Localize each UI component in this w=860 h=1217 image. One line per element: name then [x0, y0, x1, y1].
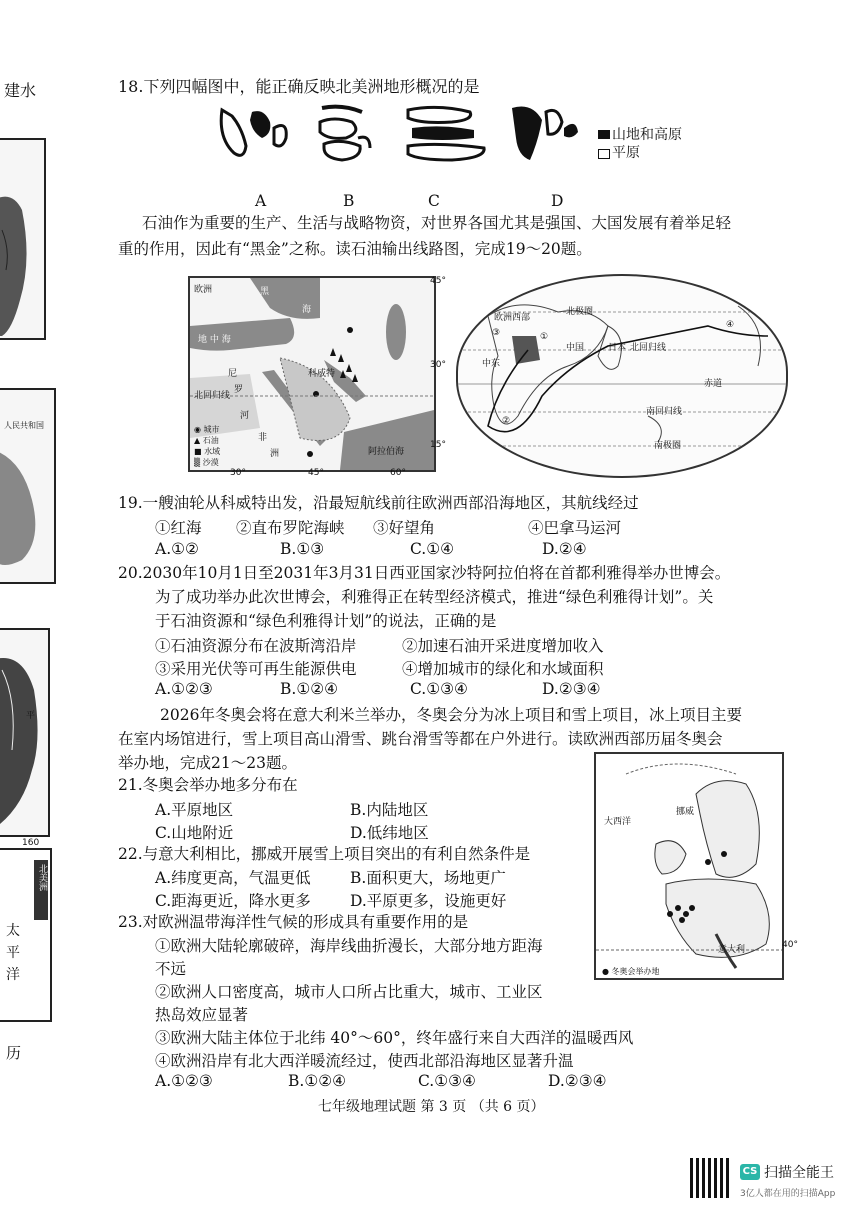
map1-label-africa: 洲: [270, 449, 280, 459]
q20-line1: 20.2030年10月1日至2031年3月31日西亚国家沙特阿拉伯将在首都利雅得举办世博会。: [118, 564, 731, 582]
q21-option-a: A.平原地区: [155, 801, 234, 819]
map1-legend-water: 水域: [204, 447, 221, 456]
q18-figure-d: [512, 107, 578, 161]
q18-figure-a: [221, 110, 286, 155]
q23-stem: 23.对欧洲温带海洋性气候的形成具有重要作用的是: [118, 913, 469, 931]
q18-stem: 18.下列四幅图中，能正确反映北美洲地形概况的是: [118, 77, 480, 96]
map1-label-kuwait: 科威特: [308, 369, 336, 379]
q23-item-2b: 热岛效应显著: [155, 1006, 249, 1024]
legend-mountain-swatch: [598, 130, 610, 139]
map2-label-tropic-s: 南回归线: [646, 407, 683, 417]
q23-item-1b: 不远: [155, 960, 187, 978]
left-edge-map-3: [0, 628, 50, 837]
q18-choice-b: B: [343, 192, 355, 210]
map1-legend-desert: 沙漠: [202, 458, 219, 467]
map1-legend-city: 城市: [203, 425, 220, 434]
q23-option-b: B.①②④: [288, 1072, 347, 1090]
map1-label-arabian-sea: 阿拉伯海: [368, 447, 405, 457]
map1-label-sea: 海: [302, 305, 312, 315]
legend-plain-label: 平原: [612, 145, 640, 161]
q19-option-c: C.①④: [410, 540, 455, 558]
page-footer: 七年级地理试题 第 3 页 （共 6 页）: [318, 1099, 545, 1115]
europe-olympics-map: [594, 752, 784, 980]
left-tick-label: 160: [22, 838, 40, 848]
q23-option-d: D.②③④: [548, 1072, 607, 1090]
left-map-label: 平: [26, 711, 36, 721]
map1-deg-45n: 45°: [430, 276, 446, 286]
map3-label-atlantic: 大西洋: [604, 817, 632, 827]
middle-east-map: [188, 276, 436, 472]
q22-stem: 22.与意大利相比，挪威开展雪上项目突出的有利自然条件是: [118, 845, 531, 863]
map1-deg-60e: 60°: [390, 468, 406, 478]
map3-legend: ● 冬奥会举办地: [602, 967, 660, 976]
left-map-label: 人民共和国: [4, 421, 44, 430]
map1-label-black: 黑: [260, 287, 270, 297]
left-edge-map-4: [0, 848, 52, 1022]
map1-label-mediterranean: 地 中 海: [198, 335, 231, 345]
q20-line3: 于石油资源和“绿色利雅得计划”的说法，正确的是: [155, 612, 497, 630]
q23-item-1a: ①欧洲大陆轮廓破碎，海岸线曲折漫长，大部分地方距海: [155, 937, 543, 955]
q19-item-3: ③好望角: [373, 519, 436, 537]
map2-label-mideast: 中东: [482, 359, 501, 369]
q18-figure-b: [320, 107, 370, 160]
q19-option-a: A.①②: [155, 540, 199, 558]
left-map-label: 北美洲: [37, 864, 47, 891]
map1-deg-45e: 45°: [308, 468, 324, 478]
map2-label-arctic: 北极圈: [566, 307, 594, 317]
q18-figure-c: [408, 107, 484, 160]
q22-option-a: A.纬度更高，气温更低: [155, 869, 311, 887]
left-edge-map-2: [0, 388, 56, 584]
scanner-badge: CS: [740, 1164, 760, 1180]
q23-item-4: ④欧洲沿岸有北大西洋暖流经过，使西北部沿海地区显著升温: [155, 1052, 574, 1070]
q18-choice-d: D: [551, 192, 564, 210]
q20-option-b: B.①②④: [280, 680, 339, 698]
q23-option-a: A.①②③: [155, 1072, 213, 1090]
intro-oil-line2: 重的作用，因此有“黑金”之称。读石油输出线路图，完成19～20题。: [118, 240, 592, 258]
q22-option-b: B.面积更大，场地更广: [350, 869, 506, 887]
q20-line2: 为了成功举办此次世博会，利雅得正在转型经济模式，推进“绿色利雅得计划”。关: [155, 588, 714, 606]
map1-deg-30e: 30°: [230, 468, 246, 478]
legend-mountain-label: 山地和高原: [612, 127, 682, 143]
left-edge-bottom-text: 历: [6, 1044, 22, 1062]
q20-option-a: A.①②③: [155, 680, 213, 698]
q18-choice-a: A: [255, 192, 267, 210]
map3-deg-40: 40°: [782, 940, 798, 950]
left-edge-map-1: [0, 138, 46, 340]
scanner-subtitle: 3亿人都在用的扫描App: [740, 1189, 836, 1199]
q20-item-3: ③采用光伏等可再生能源供电: [155, 660, 357, 678]
q21-option-d: D.低纬地区: [350, 824, 429, 842]
map2-label-equator: 赤道: [704, 379, 723, 389]
q19-item-2: ②直布罗陀海峡: [236, 519, 345, 537]
map2-label-china: 中国: [566, 343, 585, 353]
map2-route-2: ②: [502, 416, 511, 426]
left-edge-strip: [0, 0, 62, 1217]
intro-oil-line1: 石油作为重要的生产、生活与战略物资，对世界各国尤其是强国、大国发展有着举足轻: [142, 214, 732, 232]
q19-item-1: ①红海: [155, 519, 202, 537]
map3-label-italy: 意大利: [718, 945, 746, 955]
map1-legend: ◉ 城市 ▲ 石油 ■ 水域 ▒ 沙漠: [194, 425, 221, 467]
q23-option-c: C.①③④: [418, 1072, 476, 1090]
q20-option-d: D.②③④: [542, 680, 601, 698]
map1-label-europe: 欧洲: [194, 285, 213, 295]
intro-olympics-line3: 举办地，完成21～23题。: [118, 754, 297, 772]
q18-figures: [212, 98, 612, 168]
q22-option-d: D.平原更多，设施更好: [350, 892, 507, 910]
map1-label-africa: 非: [258, 433, 268, 443]
intro-olympics-line1: 2026年冬奥会将在意大利米兰举办，冬奥会分为冰上项目和雪上项目，冰上项目主要: [160, 706, 742, 724]
map3-label-norway: 挪威: [676, 807, 695, 817]
q19-option-b: B.①③: [280, 540, 325, 558]
map2-route-4: ④: [726, 320, 735, 330]
q21-stem: 21.冬奥会举办地多分布在: [118, 776, 298, 794]
map1-legend-oil: 石油: [202, 436, 219, 445]
left-map-label: 平: [6, 945, 20, 961]
map1-label-nile: 罗: [234, 385, 244, 395]
map1-label-nile: 河: [240, 411, 250, 421]
world-oil-route-map: [456, 274, 788, 478]
left-edge-text: 建水: [4, 81, 37, 100]
map1-label-nile: 尼: [228, 369, 238, 379]
map2-label-west-europe: 欧洲西部: [494, 313, 531, 323]
map2-route-1: ①: [540, 332, 549, 342]
q19-option-d: D.②④: [542, 540, 587, 558]
intro-olympics-line2: 在室内场馆进行，雪上项目高山滑雪、跳台滑雪等都在户外进行。读欧洲西部历届冬奥会: [118, 730, 723, 748]
map1-deg-30n: 30°: [430, 360, 446, 370]
map2-label-antarctic: 南极圈: [654, 441, 682, 451]
q19-item-4: ④巴拿马运河: [528, 519, 622, 537]
scanner-name: 扫描全能王: [764, 1165, 834, 1181]
q22-option-c: C.距海更近，降水更多: [155, 892, 311, 910]
map1-deg-15n: 15°: [430, 440, 446, 450]
left-map-label: 洋: [6, 967, 20, 983]
map2-label-japan: 日本: [608, 343, 627, 353]
q19-stem: 19.一艘油轮从科威特出发，沿最短航线前往欧洲西部沿海地区，其航线经过: [118, 494, 639, 512]
q20-option-c: C.①③④: [410, 680, 468, 698]
map2-label-tropic-n: 北回归线: [630, 343, 667, 353]
q23-item-3: ③欧洲大陆主体位于北纬 40°～60°，终年盛行来自大西洋的温暖西风: [155, 1029, 634, 1047]
q20-item-1: ①石油资源分布在波斯湾沿岸: [155, 637, 357, 655]
q21-option-c: C.山地附近: [155, 824, 234, 842]
qr-code: [690, 1158, 730, 1198]
left-map-label: 太: [6, 923, 20, 939]
q23-item-2a: ②欧洲人口密度高，城市人口所占比重大，城市、工业区: [155, 983, 543, 1001]
q20-item-2: ②加速石油开采进度增加收入: [402, 637, 604, 655]
q21-option-b: B.内陆地区: [350, 801, 429, 819]
map1-label-tropic: 北回归线: [194, 391, 231, 401]
legend-plain-swatch: [598, 149, 610, 159]
q20-item-4: ④增加城市的绿化和水域面积: [402, 660, 604, 678]
map2-route-3: ③: [492, 328, 501, 338]
q18-choice-c: C: [428, 192, 440, 210]
